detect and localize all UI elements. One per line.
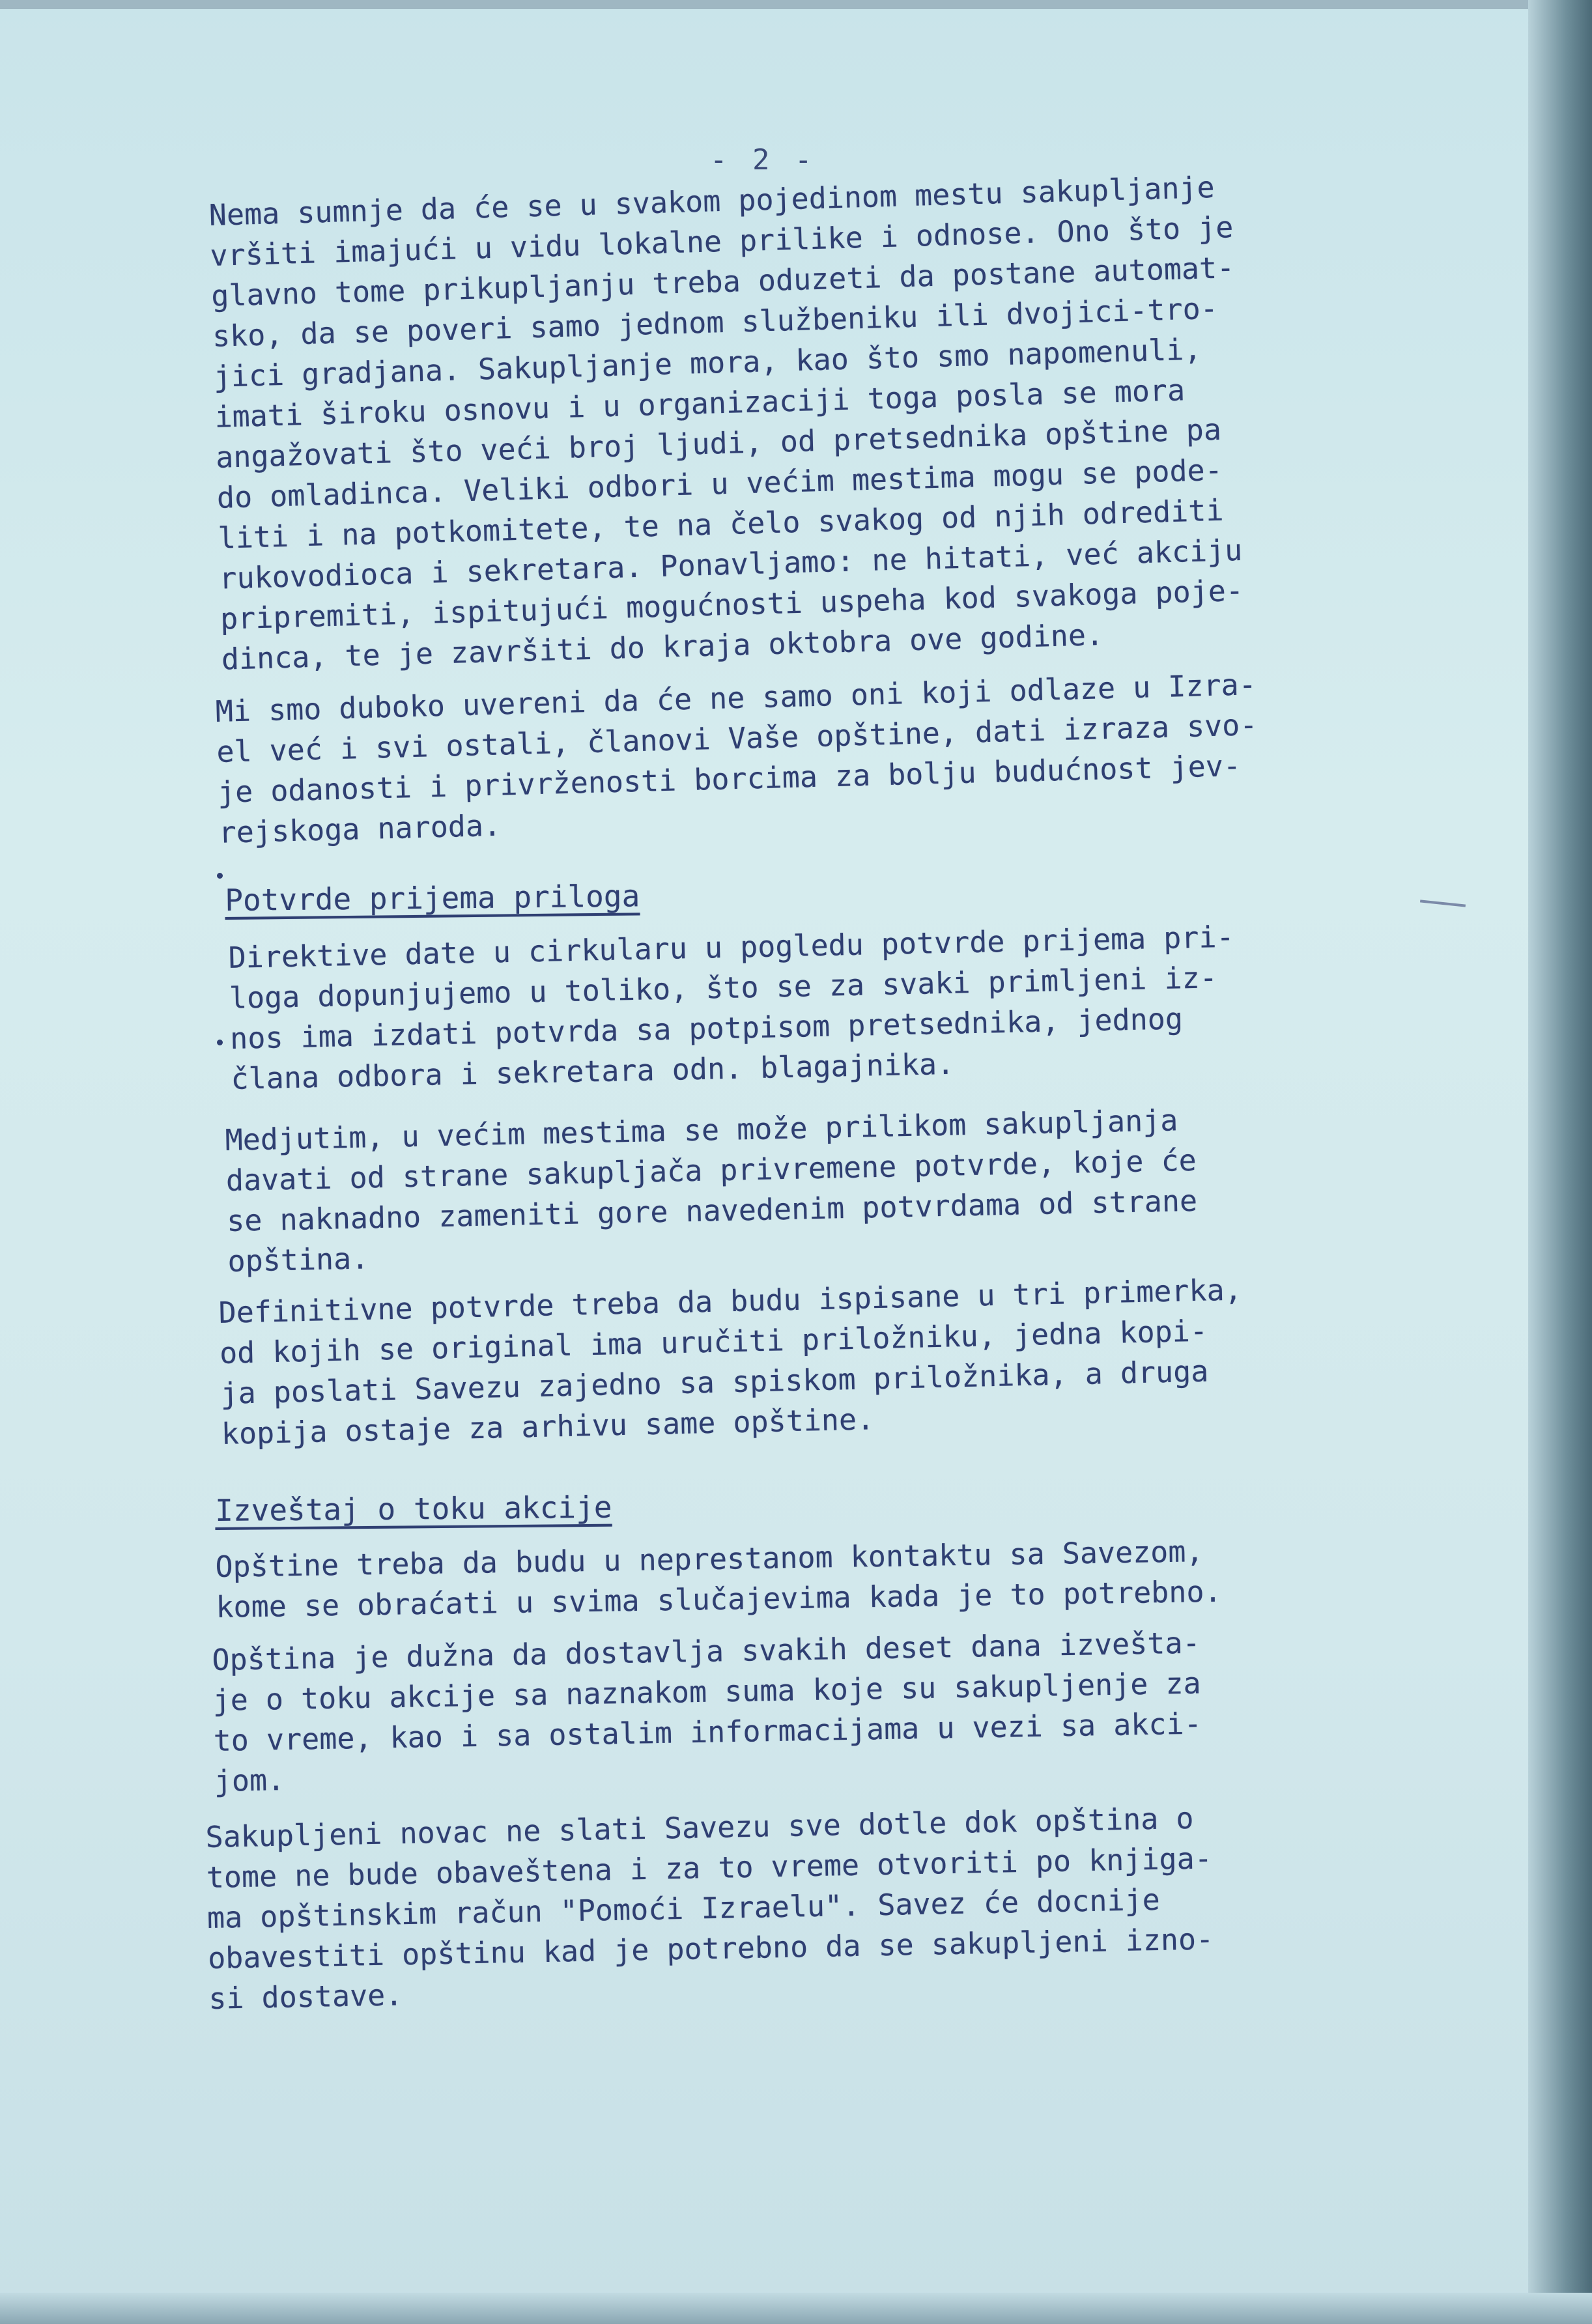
page-top-edge xyxy=(0,0,1592,9)
page-bottom-edge xyxy=(0,2293,1592,2324)
page-number: - 2 - xyxy=(710,143,816,177)
paragraph-contact: Opštine treba da budu u neprestanom kontaktu sa Savezom, kome se obraćati u svima slučajevima kada je to potrebno. xyxy=(215,1534,1222,1624)
paragraph-funds: Sakupljeni novac ne slati Savezu sve dotle dok opština o tome ne bude obaveštena i za to vreme otvoriti po knjiga- ma opštinskim račun "Pomoći Izraelu". Savez će docnije obavestiti opštinu kad je potrebno da se sakupljeni izno- si dostave. xyxy=(205,1800,1214,2016)
paragraph-directives: Direktive date u cirkularu u pogledu potvrde prijema pri- loga dopunjujemo u toliko, što se za svaki primljeni iz- nos ima izdati potvrda sa potpisom pretsednika, jednog člana odbora i sekretara odn. blagajnika. xyxy=(228,919,1235,1096)
paragraph-definitive-receipts: Definitivne potvrde treba da budu ispisane u tri primerka, od kojih se original ima uručiti priložniku, jedna kopi- ja poslati Savezu zajedno sa spiskom priložnika, a druga kopija ostaje za arhivu same opštine. xyxy=(218,1272,1243,1451)
margin-dot xyxy=(217,1040,223,1045)
heading-receipt-confirmation: Potvrde prijema priloga xyxy=(225,878,640,918)
margin-dot xyxy=(217,873,223,879)
paragraph-conviction: Mi smo duboko uvereni da će ne samo oni koji odlaze u Izra- el već i svi ostali, članovi Vaše opštine, dati izraza svo- je odanosti i privrženosti borcima za bolju budućnost jev- rejskoga naroda. xyxy=(215,667,1258,850)
paragraph-reporting: Opština je dužna da dostavlja svakih deset dana izvešta- je o toku akcije sa naznakom suma koje su sakupljenje za to vreme, kao i sa ostalim informacijama u vezi sa akci- jom. xyxy=(212,1625,1202,1798)
margin-dash xyxy=(1420,900,1466,907)
paragraph-temporary-receipts: Medjutim, u većim mestima se može prilikom sakupljanja davati od strane sakupljača privremene potvrde, koje će se naknadno zameniti gore navedenim potvrdama od strane opština. xyxy=(225,1103,1198,1279)
paragraph-collection-method: Nema sumnje da će se u svakom pojedinom mestu sakupljanje vršiti imajući u vidu lokalne prilike i odnose. Ono što je glavno tome prikupljanju treba oduzeti da postane automat- sko, da se poveri samo jednom službeniku ili dvojici-tro- jici gradjana. Sakupljanje mora, kao što smo napomenuli, imati široku osnovu i u organizaciji toga posla se mora angažovati što veći broj ljudi, od pretsednika opštine pa do omladinca. Veliki odbori u većim mestima mogu se pode- liti i na potkomitete, te na čelo svakog od njih odrediti rukovodioca i sekretara. Ponavljamo: ne hitati, već akciju pripremiti, ispitujući mogućnosti uspeha kod svakoga poje- dinca, te je završiti do kraja oktobra ove godine. xyxy=(208,169,1244,677)
page-right-edge xyxy=(1528,0,1592,2324)
heading-action-report: Izveštaj o toku akcije xyxy=(215,1489,612,1528)
